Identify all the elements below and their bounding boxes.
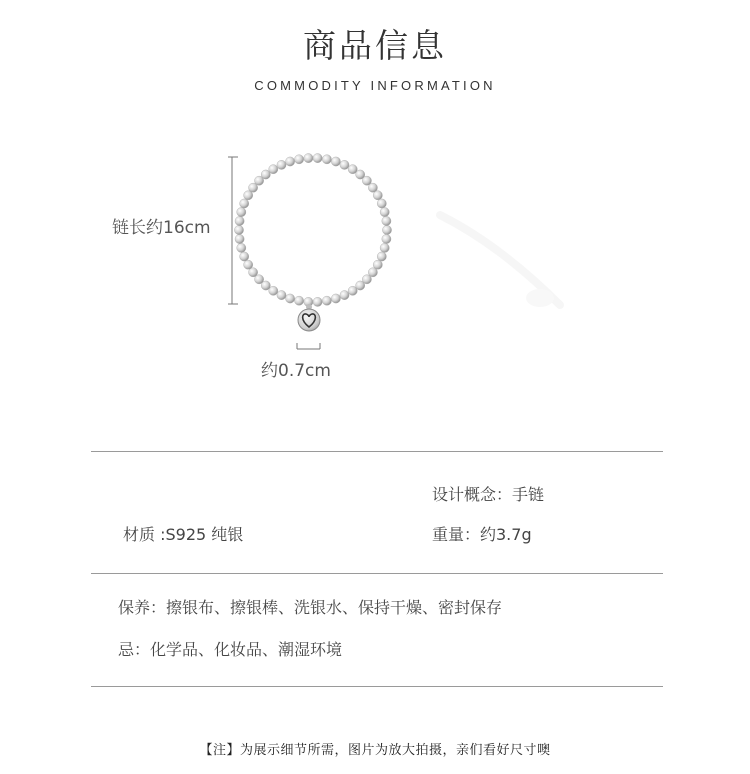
- care-instructions: 保养：擦银布、擦银棒、洗银水、保持干燥、密封保存: [118, 598, 503, 617]
- bead: [237, 208, 246, 217]
- bead: [269, 165, 278, 174]
- bead: [382, 225, 391, 234]
- weight: 重量：约3.7g: [432, 525, 532, 544]
- design-concept: 设计概念：手链: [432, 485, 545, 504]
- charm-width-label: 约0.7cm: [261, 361, 331, 381]
- page-subtitle: COMMODITY INFORMATION: [254, 78, 496, 93]
- bead: [277, 291, 286, 300]
- bead: [340, 291, 349, 300]
- material: 材质 :S925 纯银: [123, 525, 244, 544]
- width-bracket: [297, 343, 320, 349]
- bead: [295, 155, 304, 164]
- page-title: 商品信息: [303, 26, 447, 65]
- bead: [277, 160, 286, 169]
- bead: [377, 199, 386, 208]
- bead: [322, 155, 331, 164]
- heart-charm: [298, 304, 320, 331]
- bead: [380, 208, 389, 217]
- chain-length-label: 链长约16cm: [112, 218, 211, 238]
- bracelet-reflection: [440, 215, 560, 307]
- bead: [304, 154, 313, 163]
- bead: [313, 297, 322, 306]
- bead: [295, 296, 304, 305]
- divider-bottom: [91, 686, 663, 687]
- bead: [244, 260, 253, 269]
- bead: [237, 243, 246, 252]
- bead: [382, 216, 391, 225]
- bead: [331, 294, 340, 303]
- footnote: 【注】为展示细节所需，图片为放大拍摄，亲们看好尺寸噢: [199, 743, 551, 758]
- bead: [331, 157, 340, 166]
- bead: [235, 234, 244, 243]
- bead: [235, 216, 244, 225]
- bead: [377, 252, 386, 261]
- bead: [373, 191, 382, 200]
- bead: [286, 157, 295, 166]
- divider-middle: [91, 573, 663, 574]
- bead: [380, 243, 389, 252]
- bead: [286, 294, 295, 303]
- bead-ring: [234, 154, 391, 307]
- bead: [313, 154, 322, 163]
- divider-top: [91, 451, 663, 452]
- bead: [382, 234, 391, 243]
- bead: [322, 296, 331, 305]
- bead: [340, 160, 349, 169]
- bead: [240, 199, 249, 208]
- bead: [234, 225, 243, 234]
- bead: [348, 286, 357, 295]
- bead: [240, 252, 249, 261]
- care-avoid: 忌：化学品、化妆品、潮湿环境: [118, 640, 343, 659]
